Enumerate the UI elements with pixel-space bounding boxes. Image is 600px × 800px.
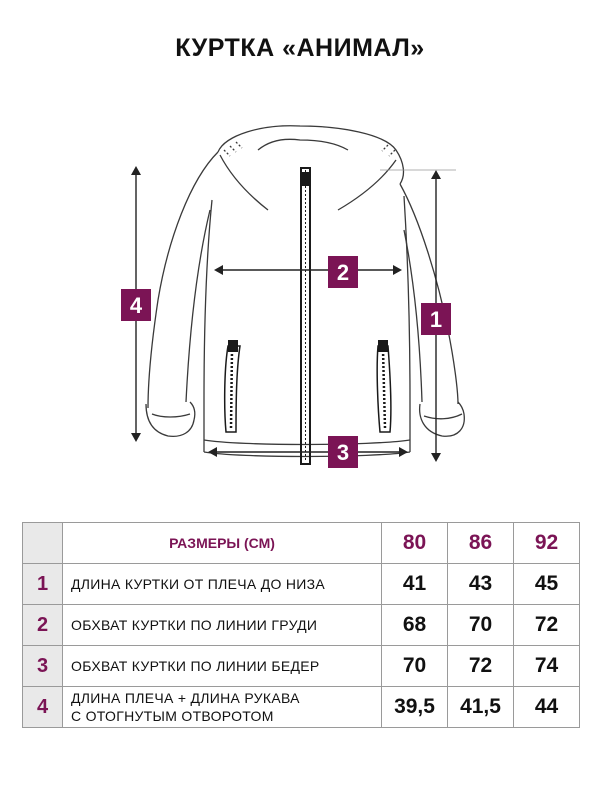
table-header-row <box>23 523 580 564</box>
marker-2 <box>328 256 358 288</box>
marker-1 <box>421 303 451 335</box>
measurement-line-2 <box>214 265 402 275</box>
row-value: 43 <box>448 564 514 605</box>
row-value: 70 <box>382 646 448 687</box>
row-value: 44 <box>514 687 580 728</box>
row-number: 2 <box>23 605 63 646</box>
row-label: ОБХВАТ КУРТКИ ПО ЛИНИИ БЕДЕР <box>63 646 382 687</box>
body-left <box>204 200 212 452</box>
row-number: 3 <box>23 646 63 687</box>
marker-4 <box>121 289 151 321</box>
left-pocket-zipper <box>225 340 240 432</box>
marker-2-label: 2 <box>336 260 350 285</box>
row-label <box>63 687 382 728</box>
size-table <box>22 522 580 728</box>
row-number: 4 <box>23 687 63 728</box>
row-label: ОБХВАТ КУРТКИ ПО ЛИНИИ ГРУДИ <box>63 605 382 646</box>
row-label: ДЛИНА КУРТКИ ОТ ПЛЕЧА ДО НИЗА <box>63 564 382 605</box>
row-value: 72 <box>514 605 580 646</box>
marker-3 <box>328 436 358 468</box>
row-value: 41,5 <box>448 687 514 728</box>
center-zipper <box>301 168 310 464</box>
header-size: 80 <box>382 523 448 564</box>
left-sleeve <box>148 152 218 408</box>
row-value: 74 <box>514 646 580 687</box>
table-row <box>23 564 580 605</box>
row-value: 72 <box>448 646 514 687</box>
row-value: 45 <box>514 564 580 605</box>
row-value: 39,5 <box>382 687 448 728</box>
row-value: 41 <box>382 564 448 605</box>
header-corner <box>23 523 63 564</box>
row-label-line: ДЛИНА ПЛЕЧА + ДЛИНА РУКАВА <box>71 690 300 706</box>
header-size: 92 <box>514 523 580 564</box>
marker-4-label: 4 <box>129 293 143 318</box>
header-param: РАЗМЕРЫ (СМ) <box>63 523 382 564</box>
hood-left-fold <box>220 155 268 210</box>
hood-right-fold <box>338 160 396 210</box>
header-size: 86 <box>448 523 514 564</box>
right-pocket-zipper <box>377 340 391 432</box>
table-row <box>23 605 580 646</box>
marker-1-label: 1 <box>429 307 443 332</box>
marker-3-label: 3 <box>336 440 350 465</box>
row-value: 68 <box>382 605 448 646</box>
row-label-line: С ОТОГНУТЫМ ОТВОРОТОМ <box>71 708 274 724</box>
row-value: 70 <box>448 605 514 646</box>
page-title: КУРТКА «АНИМАЛ» <box>175 34 425 62</box>
table-row <box>23 687 580 728</box>
hood-inner <box>258 139 348 150</box>
table-row <box>23 646 580 687</box>
left-cuff <box>146 402 195 436</box>
row-number: 1 <box>23 564 63 605</box>
